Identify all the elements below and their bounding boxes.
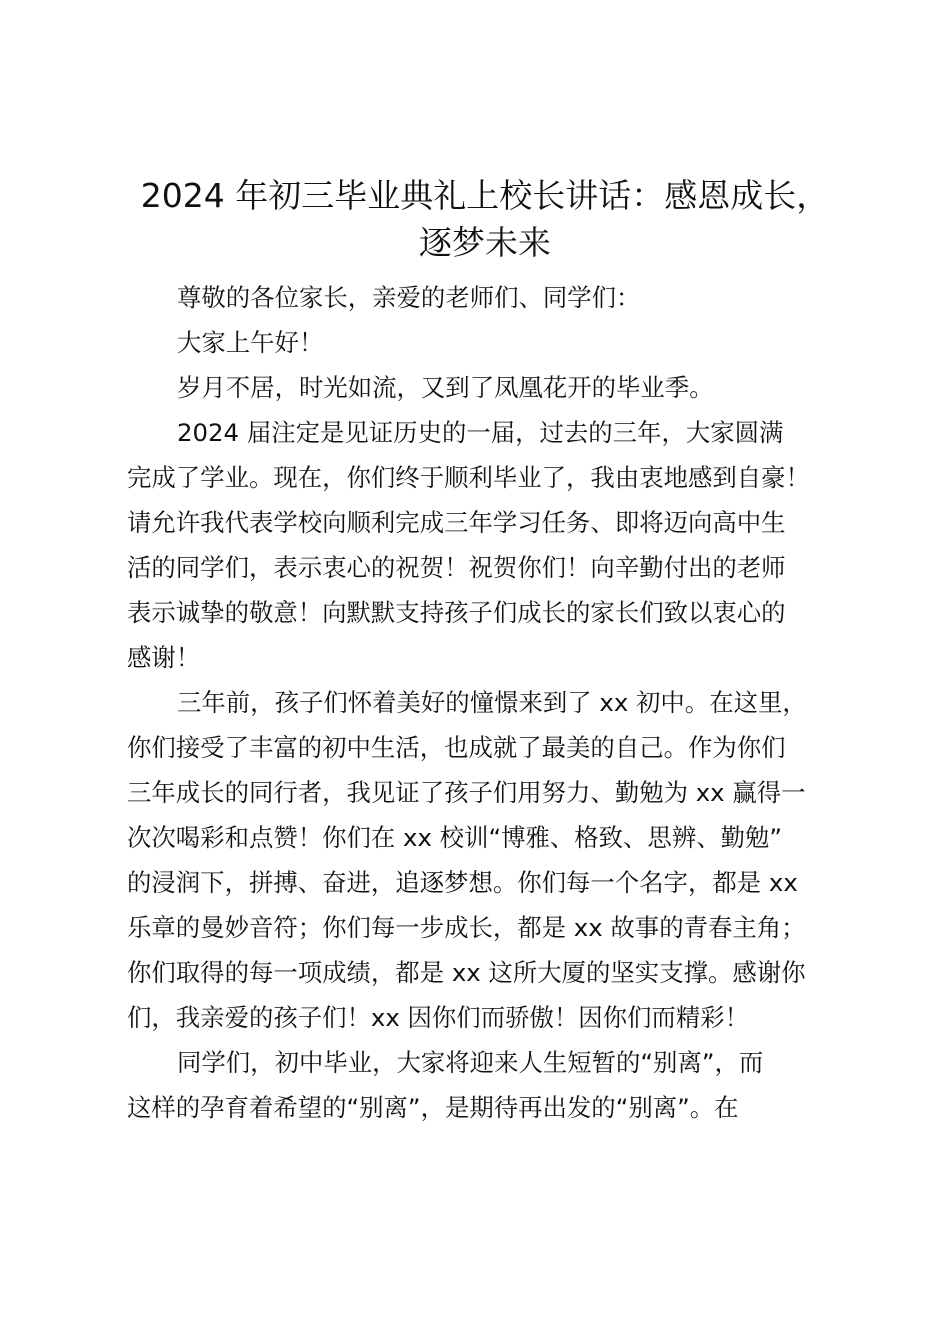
paragraph-line: 请允许我代表学校向顺利完成三年学习任务、即将迈向高中生 [127,508,786,537]
paragraph-line: 尊敬的各位家长，亲爱的老师们、同学们： [177,283,641,312]
paragraph-line: 表示诚挚的敬意！向默默支持孩子们成长的家长们致以衷心的 [127,598,786,627]
memories-paragraph [127,680,847,1040]
paragraph-line: 们，我亲爱的孩子们！xx 因你们而骄傲！因你们而精彩！ [127,1003,749,1032]
farewell-paragraph [127,1040,847,1130]
salutation-paragraph [127,275,847,320]
paragraph-line: 三年成长的同行者，我见证了孩子们用努力、勤勉为 xx 赢得一 [127,778,806,807]
paragraph-line: 你们取得的每一项成绩，都是 xx 这所大厦的坚实支撑。感谢你 [127,958,806,987]
greeting-paragraph [127,320,847,365]
paragraph-line: 感谢！ [127,643,201,672]
document-body [127,275,847,1130]
title-line: 2024 年初三毕业典礼上校长讲话：感恩成长， [140,176,830,215]
paragraph-line: 活的同学们，表示衷心的祝贺！祝贺你们！向辛勤付出的老师 [127,553,786,582]
paragraph-line: 2024 届注定是见证历史的一届，过去的三年，大家圆满 [177,418,784,447]
paragraph-line: 你们接受了丰富的初中生活，也成就了最美的自己。作为你们 [127,733,786,762]
paragraph-line: 的浸润下，拼搏、奋进，追逐梦想。你们每一个名字，都是 xx [127,868,798,897]
paragraph-line: 次次喝彩和点赞！你们在 xx 校训“博雅、格致、思辨、勤勉” [127,823,783,852]
paragraph-line: 大家上午好！ [177,328,324,357]
opening-paragraph [127,365,847,410]
congratulations-paragraph [127,410,847,680]
paragraph-line: 岁月不居，时光如流，又到了凤凰花开的毕业季。 [177,373,714,402]
paragraph-line: 同学们，初中毕业，大家将迎来人生短暂的“别离”，而 [177,1048,764,1077]
title-line: 逐梦未来 [419,223,551,262]
paragraph-line: 完成了学业。现在，你们终于顺利毕业了，我由衷地感到自豪！ [127,463,810,492]
paragraph-line: 这样的孕育着希望的“别离”，是期待再出发的“别离”。在 [127,1093,739,1122]
document-title [110,172,860,266]
paragraph-line: 三年前，孩子们怀着美好的憧憬来到了 xx 初中。在这里， [177,688,807,717]
paragraph-line: 乐章的曼妙音符；你们每一步成长，都是 xx 故事的青春主角； [127,913,806,942]
